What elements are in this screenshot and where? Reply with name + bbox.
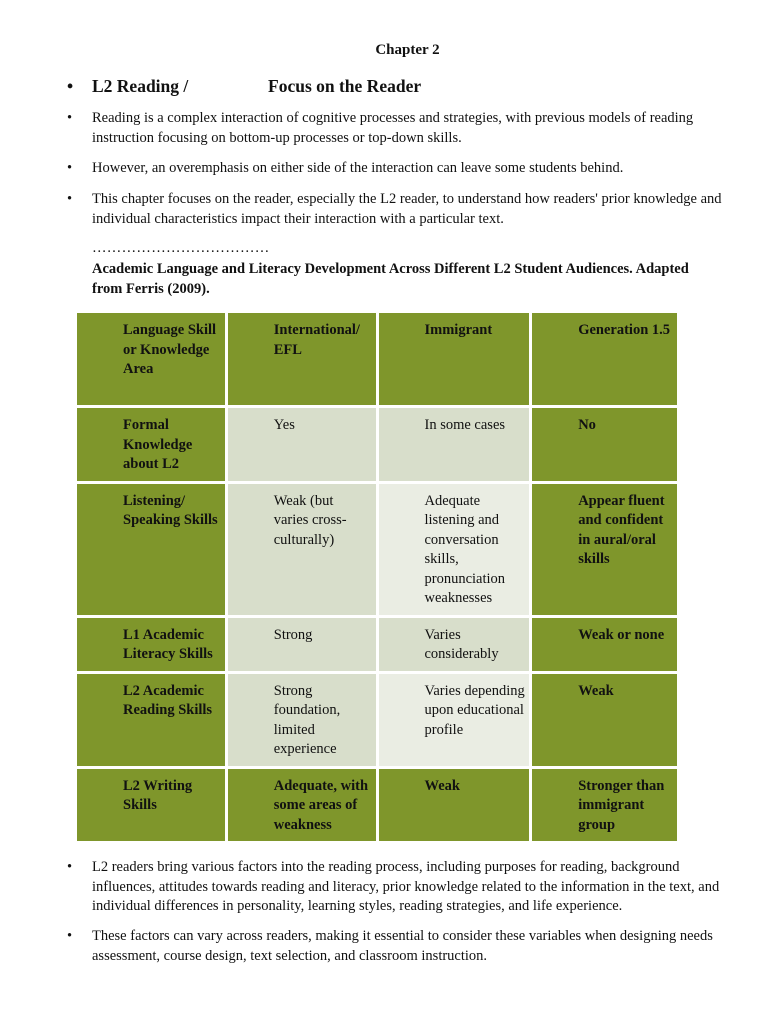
table-cell: Appear fluent and confident in aural/oral skills — [532, 484, 677, 615]
table-cell: Yes — [228, 408, 376, 481]
bullet-icon: • — [67, 859, 73, 875]
table-row — [77, 618, 677, 671]
header-cell: Immigrant — [379, 313, 530, 405]
bullet-item — [67, 927, 732, 966]
bullet-icon: • — [67, 191, 73, 207]
ellipsis-line: ……………………………… — [92, 240, 270, 256]
bullet-text: However, an overemphasis on either side of the interaction can leave some students behind. — [92, 160, 624, 176]
table-cell: Weak (but varies cross-culturally) — [228, 484, 376, 615]
bullet-text: Reading is a complex interaction of cognitive processes and strategies, with previous models of reading instruction focusing on bottom-up processes or top-down skills. — [92, 110, 694, 146]
table-cell: Adequate, with some areas of weakness — [228, 769, 376, 842]
bullet-text: This chapter focuses on the reader, especially the L2 reader, to understand how readers' prior knowledge and individual characteristics impact their interaction with a particular text. — [92, 191, 722, 227]
row-label-cell: L2 Writing Skills — [77, 769, 225, 842]
bullet-icon: • — [67, 160, 73, 176]
section-heading — [67, 75, 732, 97]
comparison-table — [74, 310, 680, 844]
header-cell: Generation 1.5 — [532, 313, 677, 405]
table-cell: Adequate listening and conversation skills, pronunciation weaknesses — [379, 484, 530, 615]
row-label-cell: L1 Academic Literacy Skills — [77, 618, 225, 671]
table-cell: Strong — [228, 618, 376, 671]
heading-part-1: L2 Reading / — [92, 76, 189, 96]
table-row — [77, 674, 677, 766]
bullet-icon: • — [67, 76, 74, 96]
table-cell: Varies considerably — [379, 618, 530, 671]
table-cell: Varies depending upon educational profile — [379, 674, 530, 766]
table-row — [77, 484, 677, 615]
table-caption: Academic Language and Literacy Development Across Different L2 Student Audiences. Adapted from Ferris (2009). — [92, 261, 689, 297]
table-cell: Strong foundation, limited experience — [228, 674, 376, 766]
chapter-title: Chapter 2 — [375, 42, 440, 58]
row-label-cell: Listening/ Speaking Skills — [77, 484, 225, 615]
table-cell: No — [532, 408, 677, 481]
header-cell: Language Skill or Knowledge Area — [77, 313, 225, 405]
table-cell: Weak — [532, 674, 677, 766]
bullet-item — [67, 190, 732, 229]
row-label-cell: Formal Knowledge about L2 — [77, 408, 225, 481]
table-row — [77, 408, 677, 481]
table-header-row — [77, 313, 677, 405]
table-cell: Weak — [379, 769, 530, 842]
row-label-cell: L2 Academic Reading Skills — [77, 674, 225, 766]
heading-part-2: Focus on the Reader — [268, 76, 422, 96]
bullet-item — [67, 159, 732, 179]
table-cell: Stronger than immigrant group — [532, 769, 677, 842]
bullet-item — [67, 858, 732, 917]
bullet-text: These factors can vary across readers, making it essential to consider these variables when designing needs assessment, course design, text selection, and classroom instruction. — [92, 928, 713, 964]
table-row — [77, 769, 677, 842]
header-cell: International/ EFL — [228, 313, 376, 405]
table-cell: Weak or none — [532, 618, 677, 671]
bullet-item — [67, 109, 732, 148]
table-cell: In some cases — [379, 408, 530, 481]
bullet-text: L2 readers bring various factors into the reading process, including purposes for reading, background influences, attitudes towards reading and literacy, prior knowledge related to the information in the text, and individual differences in personality, learning styles, reading strategies, and life experience. — [92, 859, 720, 914]
bullet-icon: • — [67, 928, 73, 944]
bullet-icon: • — [67, 110, 73, 126]
